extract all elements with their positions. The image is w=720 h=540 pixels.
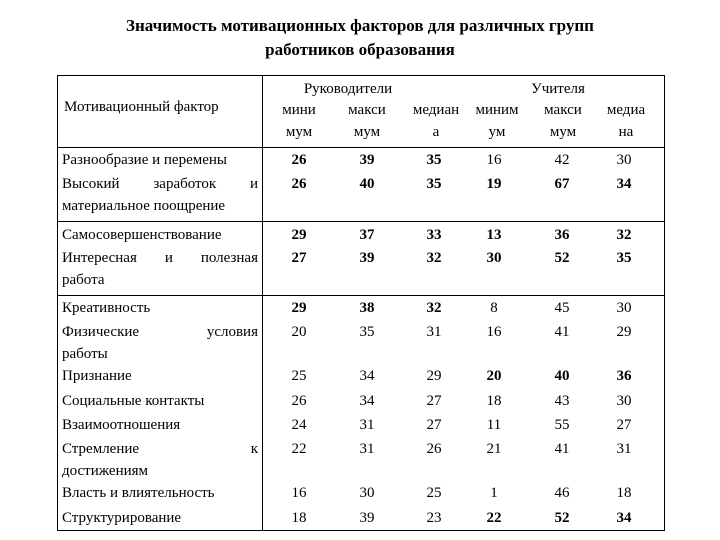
factor-high-salary: Высокий заработок и материальное поощрение (62, 176, 258, 214)
header-max-1: макси мум (348, 102, 386, 140)
value-teachers-min-row-9: 11 (486, 417, 502, 433)
value-teachers-median-row-5: 30 (616, 300, 632, 316)
value-teachers-median-row-4: 35 (616, 250, 632, 266)
title-line-2: работников образования (265, 40, 455, 59)
value-teachers-median-row-10: 31 (616, 441, 632, 457)
value-teachers-max-row-6: 41 (554, 324, 570, 340)
value-teachers-min-row-6: 16 (486, 324, 502, 340)
value-managers-max-row-6: 35 (359, 324, 375, 340)
value-managers-max-row-4: 39 (359, 250, 375, 266)
title-line-1: Значимость мотивационных факторов для различных групп (126, 16, 594, 35)
value-teachers-median-row-12: 34 (616, 510, 632, 526)
factor-variety: Разнообразие и перемены (62, 152, 227, 168)
value-teachers-min-row-5: 8 (490, 300, 498, 316)
factor-creativity: Креативность (62, 300, 151, 316)
value-managers-max-row-5: 38 (359, 300, 375, 316)
value-managers-median-row-6: 31 (426, 324, 442, 340)
header-median-1: медиан а (412, 102, 460, 140)
value-managers-max-row-9: 31 (359, 417, 375, 433)
value-managers-median-row-9: 27 (426, 417, 442, 433)
header-group-managers: Руководители (303, 81, 393, 97)
header-median-2: медиа на (606, 102, 646, 140)
factor-recognition: Признание (62, 368, 132, 384)
value-teachers-max-row-7: 40 (554, 368, 570, 384)
value-teachers-min-row-11: 1 (490, 485, 498, 501)
value-teachers-max-row-3: 36 (554, 227, 570, 243)
value-managers-median-row-10: 26 (426, 441, 442, 457)
header-min-2: миним ум (475, 102, 519, 140)
value-teachers-median-row-9: 27 (616, 417, 632, 433)
value-teachers-median-row-2: 34 (616, 176, 632, 192)
header-divider (58, 147, 664, 148)
value-managers-max-row-11: 30 (359, 485, 375, 501)
value-managers-max-row-7: 34 (359, 368, 375, 384)
value-managers-min-row-12: 18 (291, 510, 307, 526)
value-managers-max-row-2: 40 (359, 176, 375, 192)
value-managers-min-row-11: 16 (291, 485, 307, 501)
value-managers-max-row-10: 31 (359, 441, 375, 457)
factor-self-improvement: Самосовершенствование (62, 227, 222, 243)
header-min-1: мини мум (282, 102, 316, 140)
value-managers-min-row-7: 25 (291, 368, 307, 384)
row-divider (58, 295, 664, 296)
page-title (0, 14, 720, 62)
factor-structuring: Структурирование (62, 510, 182, 526)
value-teachers-min-row-7: 20 (486, 368, 502, 384)
factor-power: Власть и влиятельность (62, 485, 215, 501)
value-managers-max-row-12: 39 (359, 510, 375, 526)
value-teachers-median-row-6: 29 (616, 324, 632, 340)
value-teachers-max-row-11: 46 (554, 485, 570, 501)
value-teachers-median-row-11: 18 (616, 485, 632, 501)
value-managers-min-row-4: 27 (291, 250, 307, 266)
value-managers-min-row-1: 26 (291, 152, 307, 168)
motivation-table (57, 75, 665, 531)
value-teachers-median-row-3: 32 (616, 227, 632, 243)
value-teachers-max-row-1: 42 (554, 152, 570, 168)
value-managers-median-row-4: 32 (426, 250, 442, 266)
column-divider (262, 76, 263, 530)
value-teachers-max-row-4: 52 (554, 250, 570, 266)
value-teachers-min-row-10: 21 (486, 441, 502, 457)
header-group-teachers: Учителя (531, 81, 585, 97)
value-managers-min-row-2: 26 (291, 176, 307, 192)
value-teachers-min-row-4: 30 (486, 250, 502, 266)
value-teachers-median-row-8: 30 (616, 393, 632, 409)
value-teachers-min-row-1: 16 (486, 152, 502, 168)
factor-relationships: Взаимоотношения (62, 417, 181, 433)
value-managers-min-row-6: 20 (291, 324, 307, 340)
factor-interesting-work: Интересная и полезная работа (62, 250, 258, 288)
value-managers-median-row-2: 35 (426, 176, 442, 192)
value-teachers-max-row-5: 45 (554, 300, 570, 316)
value-managers-max-row-8: 34 (359, 393, 375, 409)
header-max-2: макси мум (544, 102, 582, 140)
row-divider (58, 221, 664, 222)
value-teachers-median-row-1: 30 (616, 152, 632, 168)
value-managers-max-row-1: 39 (359, 152, 375, 168)
value-managers-median-row-8: 27 (426, 393, 442, 409)
header-factor: Мотивационный фактор (64, 99, 219, 115)
value-managers-median-row-12: 23 (426, 510, 442, 526)
value-managers-median-row-7: 29 (426, 368, 442, 384)
value-teachers-min-row-3: 13 (486, 227, 502, 243)
value-managers-min-row-3: 29 (291, 227, 307, 243)
value-managers-min-row-10: 22 (291, 441, 307, 457)
value-teachers-min-row-12: 22 (486, 510, 502, 526)
value-teachers-max-row-2: 67 (554, 176, 570, 192)
value-teachers-min-row-2: 19 (486, 176, 502, 192)
value-managers-median-row-11: 25 (426, 485, 442, 501)
value-teachers-max-row-9: 55 (554, 417, 570, 433)
value-managers-min-row-9: 24 (291, 417, 307, 433)
value-teachers-min-row-8: 18 (486, 393, 502, 409)
value-managers-median-row-5: 32 (426, 300, 442, 316)
value-teachers-max-row-12: 52 (554, 510, 570, 526)
value-managers-min-row-5: 29 (291, 300, 307, 316)
value-managers-min-row-8: 26 (291, 393, 307, 409)
factor-achievement: Стремление к достижениям (62, 441, 258, 479)
value-teachers-max-row-8: 43 (554, 393, 570, 409)
factor-social-contacts: Социальные контакты (62, 393, 205, 409)
value-managers-median-row-1: 35 (426, 152, 442, 168)
value-teachers-max-row-10: 41 (554, 441, 570, 457)
value-teachers-median-row-7: 36 (616, 368, 632, 384)
factor-physical-conditions: Физические условия работы (62, 324, 258, 362)
value-managers-median-row-3: 33 (426, 227, 442, 243)
value-managers-max-row-3: 37 (359, 227, 375, 243)
